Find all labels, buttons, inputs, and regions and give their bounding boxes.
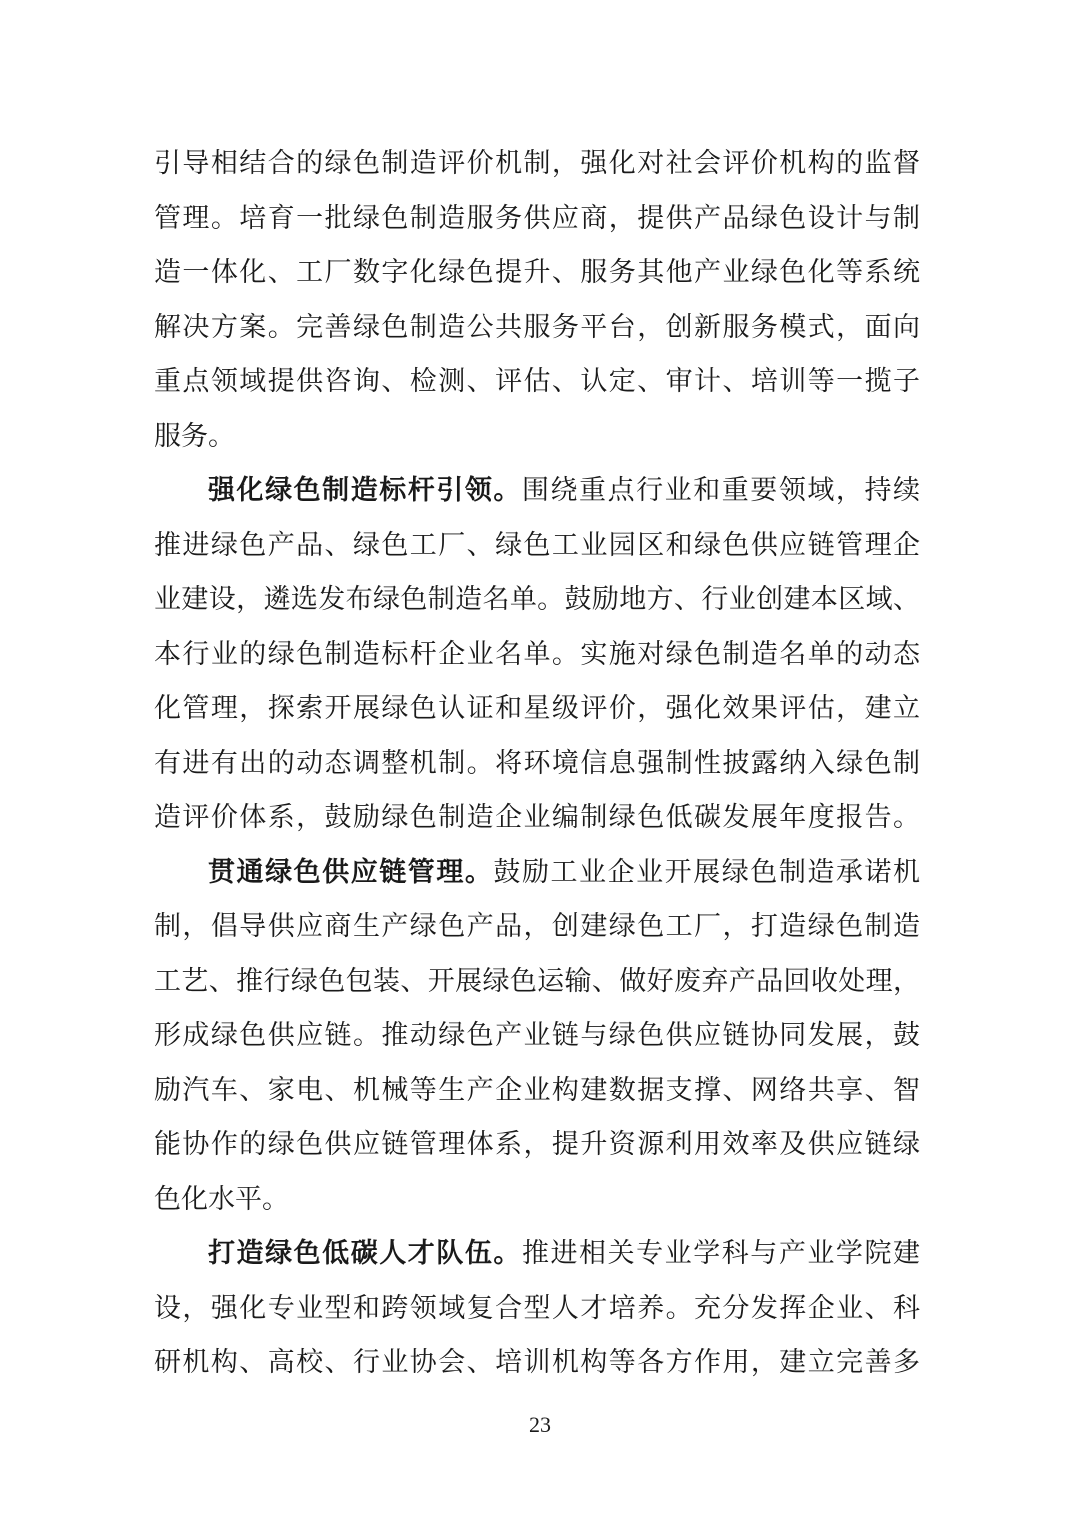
line-text: 造评价体系，鼓励绿色制造企业编制绿色低碳发展年度报告。 <box>154 802 920 832</box>
text-line <box>154 518 920 573</box>
text-line <box>154 136 920 191</box>
line-text: 能协作的绿色供应链管理体系，提升资源利用效率及供应链绿 <box>154 1129 920 1159</box>
line-text: 业建设，遴选发布绿色制造名单。鼓励地方、行业创建本区域、 <box>154 584 920 614</box>
text-line <box>154 627 920 682</box>
line-text: 解决方案。完善绿色制造公共服务平台，创新服务模式，面向 <box>154 311 920 342</box>
line-text: 本行业的绿色制造标杆企业名单。实施对绿色制造名单的动态 <box>154 638 920 669</box>
line-text: 有进有出的动态调整机制。将环境信息强制性披露纳入绿色制 <box>154 747 920 778</box>
paragraph-lead-bold: 打造绿色低碳人才队伍。 <box>208 1238 522 1268</box>
line-text: 服务。 <box>154 420 235 451</box>
line-text: 制，倡导供应商生产绿色产品，创建绿色工厂，打造绿色制造 <box>154 911 920 941</box>
line-text: 设，强化专业型和跨领域复合型人才培养。充分发挥企业、科 <box>154 1292 920 1323</box>
line-text: 推进绿色产品、绿色工厂、绿色工业园区和绿色供应链管理企 <box>154 529 920 560</box>
text-line <box>154 1281 920 1336</box>
text-line <box>154 681 920 736</box>
text-line <box>154 1335 920 1390</box>
text-line <box>154 845 920 900</box>
text-line <box>154 409 920 464</box>
body-text-block <box>154 136 920 1390</box>
text-line <box>154 954 920 1009</box>
line-text: 色化水平。 <box>154 1183 289 1214</box>
paragraph-lead-bold: 强化绿色制造标杆引领。 <box>208 475 522 505</box>
text-line <box>154 1008 920 1063</box>
line-text: 励汽车、家电、机械等生产企业构建数据支撑、网络共享、智 <box>154 1074 920 1105</box>
text-line <box>154 1172 920 1227</box>
text-line <box>154 1226 920 1281</box>
text-line <box>154 463 920 518</box>
text-line <box>154 899 920 954</box>
text-line <box>154 245 920 300</box>
text-line <box>154 736 920 791</box>
line-text: 引导相结合的绿色制造评价机制，强化对社会评价机构的监督 <box>154 148 920 178</box>
text-line <box>154 191 920 246</box>
text-line <box>154 1117 920 1172</box>
line-text: 化管理，探索开展绿色认证和星级评价，强化效果评估，建立 <box>154 693 920 723</box>
line-text: 管理。培育一批绿色制造服务供应商，提供产品绿色设计与制 <box>154 202 920 233</box>
line-text: 形成绿色供应链。推动绿色产业链与绿色供应链协同发展，鼓 <box>154 1020 920 1050</box>
page-number: 23 <box>529 1412 551 1437</box>
text-line <box>154 572 920 627</box>
paragraph-lead-bold: 贯通绿色供应链管理。 <box>208 856 494 887</box>
line-text: 鼓励工业企业开展绿色制造承诺机 <box>493 856 920 887</box>
line-text: 重点领域提供咨询、检测、评估、认定、审计、培训等一揽子 <box>154 366 920 396</box>
text-line <box>154 354 920 409</box>
text-line <box>154 790 920 845</box>
text-line <box>154 1063 920 1118</box>
line-text: 推进相关专业学科与产业学院建 <box>521 1238 920 1268</box>
line-text: 工艺、推行绿色包装、开展绿色运输、做好废弃产品回收处理， <box>154 965 920 996</box>
text-line <box>154 300 920 355</box>
line-text: 围绕重点行业和重要领域，持续 <box>521 475 920 505</box>
line-text: 造一体化、工厂数字化绿色提升、服务其他产业绿色化等系统 <box>154 257 920 287</box>
line-text: 研机构、高校、行业协会、培训机构等各方作用，建立完善多 <box>154 1347 920 1377</box>
